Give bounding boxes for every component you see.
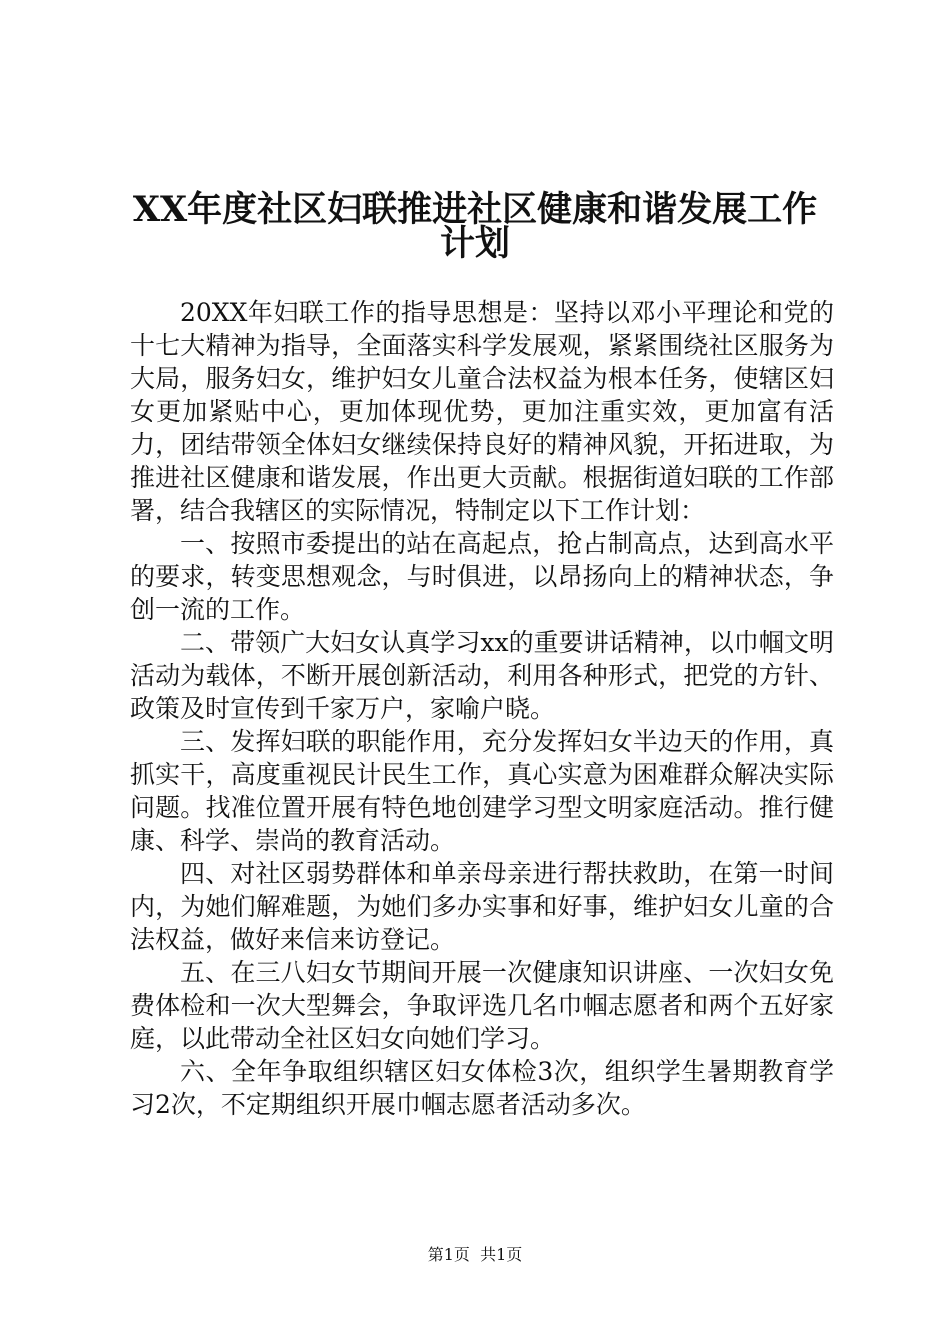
paragraph-item-3: 三、发挥妇联的职能作用，充分发挥妇女半边天的作用，真抓实干，高度重视民计民生工作，真心实意为困难群众解决实际问题。找准位置开展有特色地创建学习型文明家庭活动。推行健康、科学、崇尚的教育活动。: [130, 727, 834, 855]
document-title-line-2: 计划: [439, 223, 510, 264]
paragraph-item-5: 五、在三八妇女节期间开展一次健康知识讲座、一次妇女免费体检和一次大型舞会，争取评选几名巾帼志愿者和两个五好家庭，以此带动全社区妇女向她们学习。: [130, 958, 834, 1053]
page-footer: 第1页 共1页: [427, 1245, 523, 1264]
document-body: [130, 296, 834, 1121]
paragraph-item-1: 一、按照市委提出的站在高起点，抢占制高点，达到高水平的要求，转变思想观念，与时俱进，以昂扬向上的精神状态，争创一流的工作。: [130, 529, 834, 624]
paragraph-intro: 20XX年妇联工作的指导思想是：坚持以邓小平理论和党的十七大精神为指导，全面落实科学发展观，紧紧围绕社区服务为大局，服务妇女，维护妇女儿童合法权益为根本任务，使辖区妇女更加紧贴中心，更加体现优势，更加注重实效，更加富有活力，团结带领全体妇女继续保持良好的精神风貌，开拓进取，为推进社区健康和谐发展，作出更大贡献。根据街道妇联的工作部署，结合我辖区的实际情况，特制定以下工作计划：: [130, 298, 834, 525]
paragraph-item-4: 四、对社区弱势群体和单亲母亲进行帮扶救助，在第一时间内，为她们解难题，为她们多办实事和好事，维护妇女儿童的合法权益，做好来信来访登记。: [130, 859, 834, 954]
document-title-line-1: XX年度社区妇联推进社区健康和谐发展工作: [132, 189, 818, 230]
paragraph-item-2: 二、带领广大妇女认真学习xx的重要讲话精神，以巾帼文明活动为载体，不断开展创新活动，利用各种形式，把党的方针、政策及时宣传到千家万户，家喻户晓。: [130, 628, 834, 723]
paragraph-item-6: 六、全年争取组织辖区妇女体检3次，组织学生暑期教育学习2次，不定期组织开展巾帼志愿者活动多次。: [130, 1057, 834, 1119]
